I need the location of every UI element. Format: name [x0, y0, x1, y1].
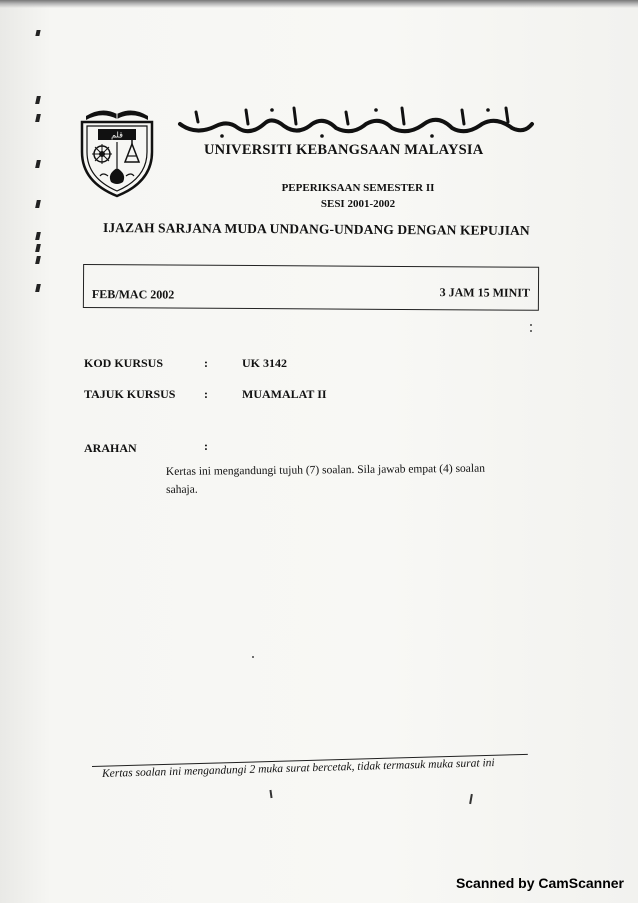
exam-session: SESI 2001-2002 — [320, 198, 396, 210]
scan-dot — [530, 330, 532, 332]
scan-dot — [252, 656, 254, 658]
course-title-colon: : — [204, 387, 208, 401]
exam-info-box — [83, 264, 539, 311]
ukm-crest-icon — [78, 102, 156, 198]
course-code-colon: : — [204, 356, 208, 370]
exam-semester: PEPERIKSAAN SEMESTER II — [281, 182, 435, 194]
instructions-text — [166, 456, 546, 502]
instructions-line-2: sahaja. — [166, 483, 198, 496]
camscanner-watermark: Scanned by CamScanner — [455, 875, 624, 891]
exam-duration: 3 JAM 15 MINIT — [439, 285, 531, 300]
scan-top-edge — [0, 0, 638, 8]
course-code-value: UK 3142 — [242, 356, 287, 370]
scan-mark — [269, 790, 272, 798]
scan-mark — [469, 794, 473, 804]
university-name: UNIVERSITI KEBANGSAAN MALAYSIA — [204, 142, 484, 158]
svg-text:ﻗﻠﻢ: ﻗﻠﻢ — [111, 130, 123, 140]
scan-dot — [530, 324, 532, 326]
course-title-label: TAJUK KURSUS — [84, 387, 176, 401]
instructions-label: ARAHAN — [84, 441, 137, 455]
university-jawi-logotype — [176, 102, 536, 142]
exam-title-block — [264, 180, 452, 212]
course-code-label: KOD KURSUS — [84, 356, 164, 370]
page-count-note: Kertas soalan ini mengandungi 2 muka surat bercetak, tidak termasuk muka surat ini — [101, 757, 495, 780]
exam-date: FEB/MAC 2002 — [91, 287, 175, 302]
degree-title: IJAZAH SARJANA MUDA UNDANG-UNDANG DENGAN KEPUJIAN — [102, 220, 530, 238]
instructions-line-1: Kertas ini mengandungi tujuh (7) soalan. Sila jawab empat (4) soalan — [165, 462, 485, 479]
instructions-colon: : — [204, 439, 208, 453]
course-title-value: MUAMALAT II — [242, 387, 327, 401]
